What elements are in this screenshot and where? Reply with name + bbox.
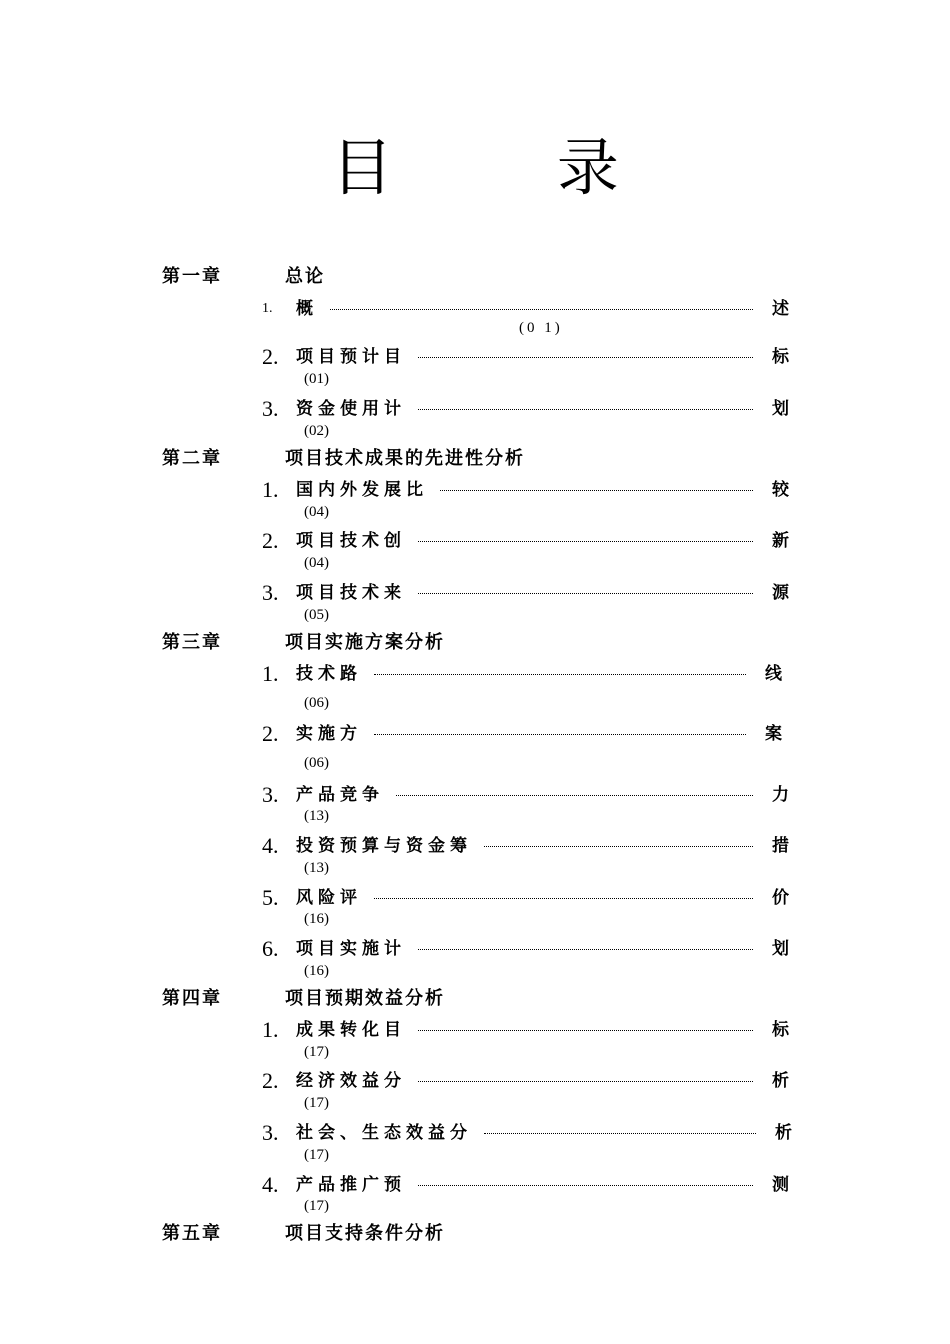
chapter-2-heading bbox=[162, 444, 525, 470]
chapter-number: 第五章 bbox=[162, 1223, 222, 1244]
page-number: (06) bbox=[304, 755, 329, 771]
entry-label-end: 价 bbox=[772, 888, 789, 908]
entry-number: 3. bbox=[262, 396, 279, 421]
chapter-title: 总论 bbox=[285, 266, 325, 287]
entry-number: 1. bbox=[262, 661, 279, 686]
chapter-number: 第一章 bbox=[162, 266, 222, 287]
entry-label: 风险评 bbox=[296, 888, 362, 908]
dot-leader bbox=[396, 794, 753, 796]
toc-entry[interactable] bbox=[262, 778, 789, 808]
page-number: (01) bbox=[304, 371, 329, 387]
entry-number: 2. bbox=[262, 528, 279, 553]
chapter-title: 项目实施方案分析 bbox=[285, 632, 445, 653]
entry-label-end: 划 bbox=[772, 399, 789, 419]
page-number: (17) bbox=[304, 1044, 329, 1060]
page-number: (13) bbox=[304, 808, 329, 824]
dot-leader bbox=[418, 408, 753, 410]
toc-entry[interactable] bbox=[262, 392, 789, 422]
entry-number: 3. bbox=[262, 580, 279, 605]
entry-label-end: 力 bbox=[772, 785, 789, 805]
page-number: (04) bbox=[304, 504, 329, 520]
entry-number: 1. bbox=[262, 301, 273, 316]
dot-leader bbox=[484, 845, 753, 847]
dot-leader bbox=[418, 540, 753, 542]
entry-number: 1. bbox=[262, 477, 279, 502]
chapter-5-heading bbox=[162, 1219, 445, 1245]
entry-label: 项目技术创 bbox=[296, 531, 406, 551]
entry-label-end: 措 bbox=[772, 836, 789, 856]
toc-entry[interactable] bbox=[262, 657, 782, 687]
dot-leader bbox=[374, 733, 746, 735]
chapter-title: 项目预期效益分析 bbox=[285, 988, 445, 1009]
entry-number: 1. bbox=[262, 1017, 279, 1042]
page-number: (06) bbox=[304, 695, 329, 711]
toc-entry[interactable] bbox=[262, 524, 789, 554]
toc-entry[interactable] bbox=[262, 1168, 789, 1198]
entry-label-end: 案 bbox=[765, 724, 782, 744]
dot-leader bbox=[418, 1080, 753, 1082]
page-number: (02) bbox=[304, 423, 329, 439]
page-number: (16) bbox=[304, 963, 329, 979]
entry-label: 资金使用计 bbox=[296, 399, 406, 419]
entry-label-end: 测 bbox=[772, 1175, 789, 1195]
page-title: 目 录 bbox=[331, 131, 691, 204]
entry-number: 4. bbox=[262, 1172, 279, 1197]
page-number: (04) bbox=[304, 555, 329, 571]
dot-leader bbox=[418, 1029, 753, 1031]
entry-number: 2. bbox=[262, 344, 279, 369]
dot-leader bbox=[330, 308, 753, 310]
entry-number: 2. bbox=[262, 1068, 279, 1093]
entry-label: 社会、生态效益分 bbox=[296, 1123, 472, 1143]
chapter-title: 项目支持条件分析 bbox=[285, 1223, 445, 1244]
entry-label: 项目技术来 bbox=[296, 583, 406, 603]
entry-label-end: 标 bbox=[772, 1020, 789, 1040]
entry-label-end: 源 bbox=[772, 583, 789, 603]
chapter-title: 项目技术成果的先进性分析 bbox=[285, 448, 525, 469]
entry-label: 经济效益分 bbox=[296, 1071, 406, 1091]
dot-leader bbox=[418, 592, 753, 594]
entry-label: 技术路 bbox=[296, 664, 362, 684]
page-number: (13) bbox=[304, 860, 329, 876]
page-number: (17) bbox=[304, 1095, 329, 1111]
entry-number: 3. bbox=[262, 782, 279, 807]
entry-number: 5. bbox=[262, 885, 279, 910]
page-number: (16) bbox=[304, 911, 329, 927]
dot-leader bbox=[418, 948, 753, 950]
toc-entry[interactable] bbox=[262, 576, 789, 606]
toc-entry[interactable] bbox=[262, 829, 789, 859]
entry-label-end: 线 bbox=[765, 664, 782, 684]
entry-label: 国内外发展比 bbox=[296, 480, 428, 500]
entry-label-end: 新 bbox=[772, 531, 789, 551]
toc-entry[interactable] bbox=[262, 1116, 792, 1146]
page-number: (0 1) bbox=[519, 320, 563, 336]
toc-entry[interactable] bbox=[262, 717, 782, 747]
entry-label-end: 析 bbox=[775, 1123, 792, 1143]
entry-label: 项目实施计 bbox=[296, 939, 406, 959]
chapter-number: 第四章 bbox=[162, 988, 222, 1009]
chapter-1-heading bbox=[162, 262, 325, 288]
entry-number: 4. bbox=[262, 833, 279, 858]
entry-label: 投资预算与资金筹 bbox=[296, 836, 472, 856]
toc-entry[interactable] bbox=[262, 340, 789, 370]
dot-leader bbox=[374, 673, 746, 675]
toc-entry[interactable] bbox=[262, 932, 789, 962]
page-number: (17) bbox=[304, 1198, 329, 1214]
page-number: (17) bbox=[304, 1147, 329, 1163]
entry-number: 6. bbox=[262, 936, 279, 961]
entry-label: 成果转化目 bbox=[296, 1020, 406, 1040]
entry-label: 项目预计目 bbox=[296, 347, 406, 367]
toc-entry[interactable] bbox=[262, 473, 789, 503]
dot-leader bbox=[418, 356, 753, 358]
page-number: (05) bbox=[304, 607, 329, 623]
entry-number: 3. bbox=[262, 1120, 279, 1145]
entry-label: 产品竞争 bbox=[296, 785, 384, 805]
entry-label-end: 标 bbox=[772, 347, 789, 367]
toc-entry[interactable] bbox=[262, 1064, 789, 1094]
dot-leader bbox=[484, 1132, 756, 1134]
entry-label-end: 析 bbox=[772, 1071, 789, 1091]
entry-label: 产品推广预 bbox=[296, 1175, 406, 1195]
chapter-4-heading bbox=[162, 984, 445, 1010]
entry-label-end: 较 bbox=[772, 480, 789, 500]
chapter-3-heading bbox=[162, 628, 445, 654]
entry-label-end: 述 bbox=[772, 299, 789, 319]
entry-label: 概 bbox=[296, 299, 318, 319]
dot-leader bbox=[440, 489, 753, 491]
dot-leader bbox=[418, 1184, 753, 1186]
entry-number: 2. bbox=[262, 721, 279, 746]
chapter-number: 第三章 bbox=[162, 632, 222, 653]
chapter-number: 第二章 bbox=[162, 448, 222, 469]
toc-entry[interactable] bbox=[262, 1013, 789, 1043]
toc-entry[interactable] bbox=[262, 881, 789, 911]
dot-leader bbox=[374, 897, 753, 899]
entry-label-end: 划 bbox=[772, 939, 789, 959]
entry-label: 实施方 bbox=[296, 724, 362, 744]
